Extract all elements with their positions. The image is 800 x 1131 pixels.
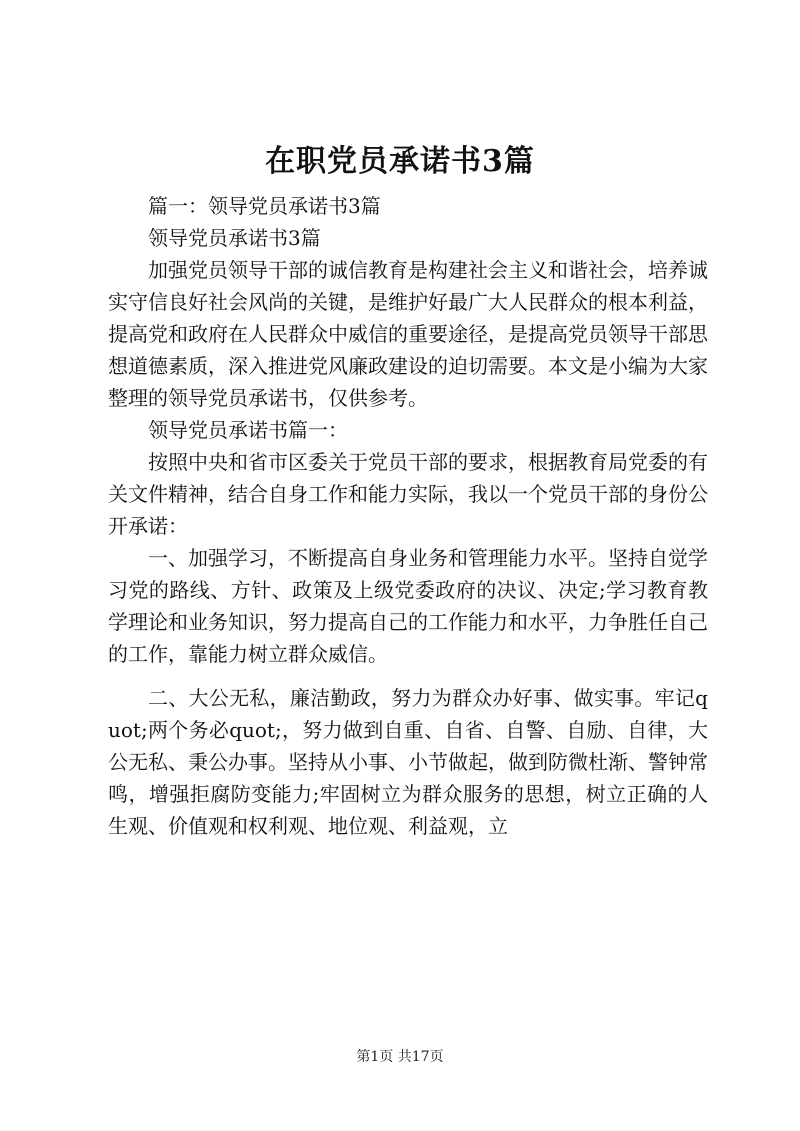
paragraph-commitment-lead: 按照中央和省市区委关于党员干部的要求，根据教育局党委的有关文件精神，结合自身工作和能力实际，我以一个党员干部的身份公开承诺： <box>108 450 708 538</box>
paragraph-commitment-2: 二、大公无私，廉洁勤政，努力为群众办好事、做实事。牢记quot;两个务必quot;，努力做到自重、自省、自警、自励、自律，大公无私、秉公办事。坚持从小事、小节做起，做到防微杜渐、警钟常鸣，增强拒腐防变能力;牢固树立为群众服务的思想，树立正确的人生观、价值观和权利观、地位观、利益观，立 <box>108 686 708 838</box>
page-number-footer: 第1页 共17页 <box>356 1049 444 1065</box>
paragraph-subtitle: 领导党员承诺书3篇 <box>148 226 321 250</box>
paragraph-part-heading: 领导党员承诺书篇一： <box>148 418 348 442</box>
paragraph-commitment-1: 一、加强学习，不断提高自身业务和管理能力水平。坚持自觉学习党的路线、方针、政策及上级党委政府的决议、决定;学习教育教学理论和业务知识，努力提高自己的工作能力和水平，力争胜任自己的工作，靠能力树立群众威信。 <box>108 546 708 666</box>
document-body <box>108 190 708 842</box>
paragraph-section-heading: 篇一：领导党员承诺书3篇 <box>148 194 381 218</box>
paragraph-intro: 加强党员领导干部的诚信教育是构建社会主义和谐社会，培养诚实守信良好社会风尚的关键，是维护好最广大人民群众的根本利益，提高党和政府在人民群众中威信的重要途径，是提高党员领导干部思想道德素质，深入推进党风廉政建设的迫切需要。本文是小编为大家整理的领导党员承诺书，仅供参考。 <box>108 258 708 410</box>
document-title: 在职党员承诺书3篇 <box>265 144 535 179</box>
